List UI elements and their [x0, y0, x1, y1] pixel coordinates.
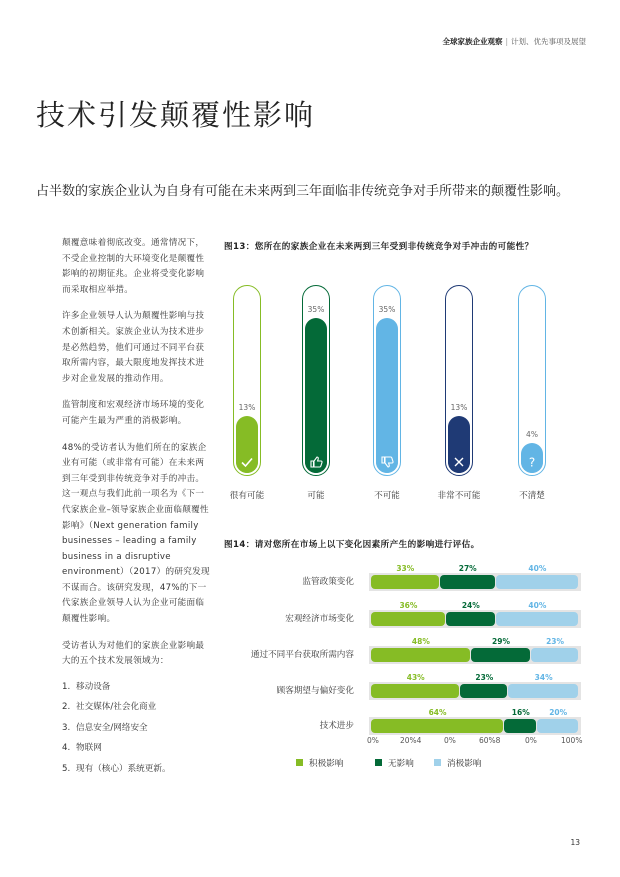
list-item — [62, 701, 210, 713]
bar-value-label: 13% — [450, 402, 468, 412]
segment-value-label: 40% — [528, 564, 547, 573]
segment-value-label: 36% — [399, 601, 418, 610]
list-item — [62, 742, 210, 754]
row-label: 监管政策变化 — [302, 577, 354, 587]
svg-text:?: ? — [528, 455, 536, 470]
row-label: 通过不同平台获取所需内容 — [250, 650, 354, 660]
list-number: 4. — [62, 743, 71, 754]
row-label: 技术进步 — [319, 721, 354, 731]
legend-label: 无影响 — [388, 759, 414, 769]
lead-paragraph: 占半数的家族企业认为自身有可能在未来两到三年面临非传统竞争对手所带来的颠覆性影响。 — [36, 184, 570, 199]
list-text: 信息安全/网络安全 — [76, 722, 148, 733]
row-label: 顾客期望与偏好变化 — [276, 686, 354, 696]
axis-tick-label: 60%8 — [479, 736, 501, 745]
list-text: 社交媒体/社会化商业 — [76, 702, 157, 713]
segment-value-label: 64% — [428, 708, 447, 717]
legend-label: 消极影响 — [447, 759, 482, 769]
bar-segment — [504, 719, 536, 733]
thumbs-up-icon — [305, 451, 327, 473]
category-label: 非常不可能 — [437, 491, 481, 501]
list-text: 现有（核心）系统更新。 — [76, 763, 171, 774]
list-text: 物联网 — [76, 743, 102, 754]
running-header — [442, 36, 586, 47]
list-number: 1. — [62, 681, 71, 692]
axis-tick-label: 100% — [561, 736, 583, 745]
body-paragraph: 受访者认为对他们的家族企业影响最大的五个技术发展领域为： — [62, 640, 205, 667]
body-column — [62, 236, 210, 783]
body-paragraph: 监管制度和宏观经济市场环境的变化可能产生最为严重的消极影响。 — [62, 400, 205, 426]
bar-value-label: 35% — [307, 305, 325, 315]
list-number: 3. — [62, 722, 71, 733]
segment-value-label: 16% — [511, 708, 530, 717]
bar-segment — [371, 612, 445, 626]
list-item — [62, 763, 210, 775]
legend-swatch-positive — [296, 759, 303, 766]
list-item — [62, 722, 210, 734]
category-label: 不可能 — [374, 491, 400, 501]
bar-segment — [537, 719, 578, 733]
bar-segment — [471, 648, 530, 662]
bar-value-label: 4% — [526, 430, 538, 439]
axis-tick-label: 0% — [525, 736, 537, 745]
segment-value-label: 27% — [458, 564, 477, 573]
question-icon — [521, 451, 543, 473]
legend-swatch-no-impact — [375, 759, 382, 766]
segment-value-label: 33% — [396, 564, 415, 573]
page-title: 技术引发颠覆性影响 — [36, 98, 316, 132]
segment-value-label: 43% — [406, 673, 425, 682]
page-number: 13 — [570, 838, 580, 847]
bar-segment — [460, 684, 507, 698]
bar-value-label: 35% — [378, 305, 396, 315]
segment-value-label: 23% — [475, 673, 494, 682]
legend-label: 积极影响 — [309, 759, 344, 769]
legend-swatch-negative — [434, 759, 441, 766]
list-number: 2. — [62, 702, 71, 713]
bar-segment — [371, 648, 470, 662]
cross-icon — [448, 451, 470, 473]
segment-value-label: 48% — [411, 637, 430, 646]
body-paragraph: 颠覆意味着彻底改变。通常情况下，不受企业控制的大环境变化是颠覆性影响的初期征兆。企业将受变化影响而采取相应举措。 — [62, 238, 205, 295]
header-subtitle: 计划、优先事项及展望 — [511, 37, 586, 46]
segment-value-label: 23% — [546, 637, 565, 646]
bar-segment — [496, 612, 578, 626]
bar-tube — [233, 285, 261, 476]
category-label: 不清楚 — [519, 491, 545, 501]
bar-tube — [518, 285, 546, 476]
segment-value-label: 29% — [492, 637, 510, 646]
category-label: 可能 — [307, 491, 325, 501]
bar-segment — [531, 648, 578, 662]
bar-segment — [371, 719, 503, 733]
bar-segment — [371, 575, 439, 589]
bar — [376, 318, 398, 473]
bar-segment — [508, 684, 578, 698]
body-paragraph: 许多企业领导人认为颠覆性影响与技术创新相关。家族企业认为技术进步是必然趋势，他们可通过不同平台获取所需内容，最大限度地发挥技术进步对企业发展的推动作用。 — [62, 311, 205, 384]
list-text: 移动设备 — [76, 681, 111, 692]
legend-negative — [434, 757, 481, 769]
axis-tick-label: 20%4 — [400, 736, 422, 745]
figure-13-title: 图13：您所在的家族企业在未来两到三年受到非传统竞争对手冲击的可能性？ — [224, 242, 534, 252]
bar-segment — [496, 575, 578, 589]
axis-tick-label: 0% — [444, 736, 456, 745]
segment-value-label: 40% — [528, 601, 547, 610]
legend-positive — [296, 757, 343, 769]
bar-segment — [440, 575, 495, 589]
bar-value-label: 13% — [238, 402, 256, 412]
legend-no-impact — [375, 757, 414, 769]
list-number: 5. — [62, 763, 71, 774]
check-icon — [236, 451, 258, 473]
category-label: 很有可能 — [229, 491, 265, 501]
thumbs-down-icon — [376, 451, 398, 473]
bar-segment — [371, 684, 459, 698]
header-brand: 全球家族企业观察 — [442, 37, 503, 46]
segment-value-label: 24% — [461, 601, 480, 610]
bar-segment — [446, 612, 495, 626]
row-label: 宏观经济市场变化 — [285, 614, 354, 624]
segment-value-label: 20% — [549, 708, 568, 717]
tech-list — [62, 681, 210, 775]
bar-tube — [445, 285, 473, 476]
segment-value-label: 34% — [534, 673, 553, 682]
list-item — [62, 681, 210, 693]
header-separator: | — [505, 37, 508, 46]
figure-14-title: 图14：请对您所在市场上以下变化因素所产生的影响进行评估。 — [224, 540, 480, 550]
bar — [305, 318, 327, 473]
axis-tick-label: 0% — [367, 736, 379, 745]
body-paragraph: 48%的受访者认为他们所在的家族企业有可能（或非常有可能）在未来两到三年受到非传统竞争对手的冲击。这一观点与我们此前一项名为《下一代家族企业–领导家族企业面临颠覆性影响》（Next generation family businesses – leading a family business in a disruptive environment）（2017）的研究发现不谋而合。该研究发现，47%的下一代家族企业领导人认为企业可能面临颠覆性影响。 — [62, 442, 210, 625]
